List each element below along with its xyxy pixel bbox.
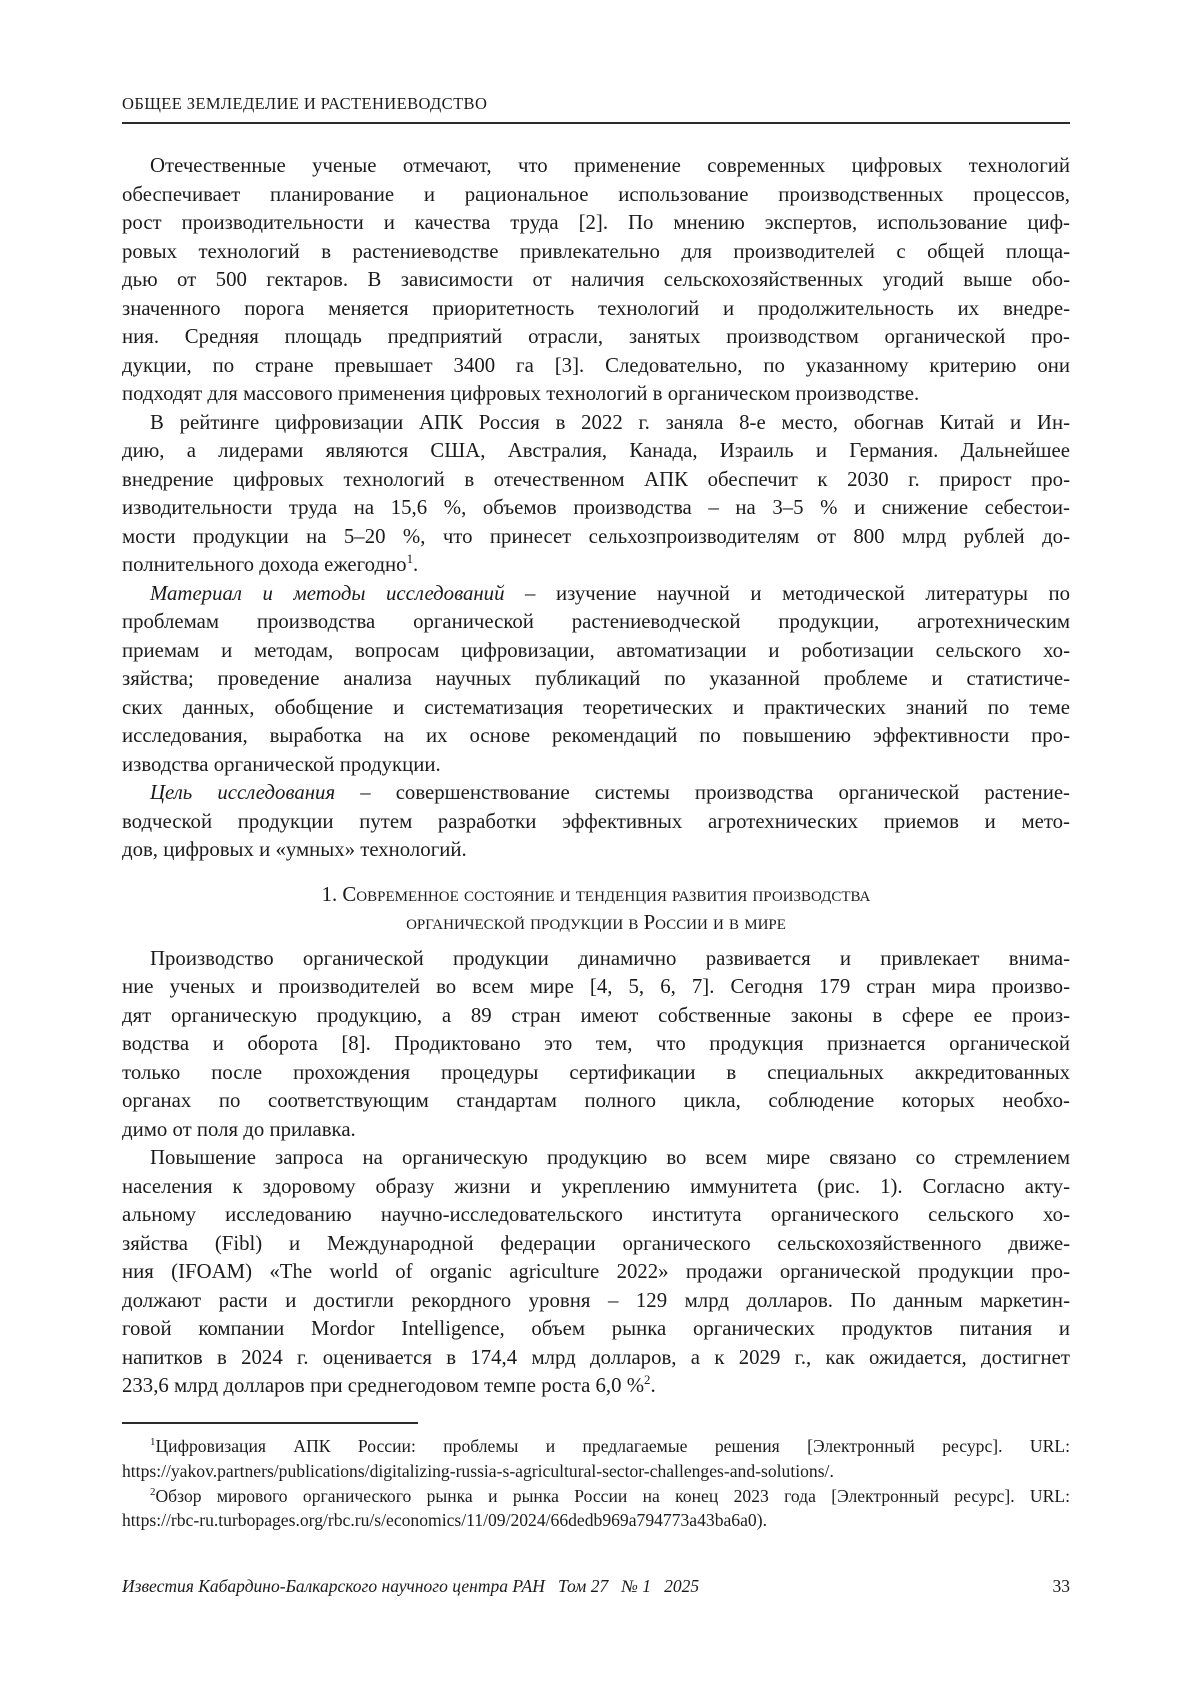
text-run: https://yakov.partners/publications/digitalizing-russia-s-agricultural-sector-challenges-and-solutions/.: [122, 1460, 834, 1481]
italic-run: Материал и методы исследований: [150, 581, 505, 605]
text-line: [122, 694, 1070, 723]
text-run: подходят для массового применения цифровых технологий в органическом производстве.: [122, 382, 920, 405]
text-line: [122, 722, 1070, 751]
text-run: альному исследованию научно-исследовательского института органического сельского хо-: [122, 1203, 1070, 1226]
text-line: [122, 945, 1070, 974]
text-line: [122, 808, 1070, 837]
paragraph: [122, 152, 1070, 409]
text-line: [122, 466, 1070, 495]
text-run: – совершенствование системы производства органической растение-: [335, 781, 1070, 804]
header-rule: [122, 122, 1070, 124]
text-line: [122, 1002, 1070, 1031]
text-line: [122, 494, 1070, 523]
text-run: https://rbc-ru.turbopages.org/rbc.ru/s/economics/11/09/2024/66dedb969a794773a43ba6a0).: [122, 1510, 767, 1531]
text-run: дию, а лидерами являются США, Австралия, Канада, Израиль и Германия. Дальнейшее: [122, 439, 1070, 462]
superscript-run: 2: [644, 1373, 651, 1388]
text-run: ние ученых и производителей во всем мире [4, 5, 6, 7]. Сегодня 179 стран мира произво-: [122, 975, 1070, 998]
text-line: [122, 266, 1070, 295]
text-line: [122, 1144, 1070, 1173]
text-line: [122, 909, 1070, 938]
text-line: [122, 751, 1070, 780]
text-run: Обзор мирового органического рынка и рынка России на конец 2023 года [Электронный ресурс]. URL:: [155, 1485, 1070, 1506]
text-run: значенного порога меняется приоритетность технологий и продолжительность их внедре-: [122, 296, 1070, 320]
text-line: [122, 1059, 1070, 1088]
text-run: полнительного дохода ежегодно: [122, 553, 407, 576]
superscript-run: 1: [406, 552, 414, 567]
text-run: зяйства (Fibl) и Международной федерации органического сельскохозяйственного движе-: [122, 1231, 1070, 1255]
text-run: говой компании Mordor Intelligence, объем рынка органических продуктов питания и: [122, 1317, 1070, 1340]
journal-info: Известия Кабардино-Балкарского научного центра РАН Том 27 № 1 2025: [122, 1576, 700, 1596]
text-line: [122, 1201, 1070, 1230]
text-line: [122, 409, 1070, 438]
footnote: [122, 1484, 1070, 1534]
text-run: органах по соответствующим стандартам полного цикла, соблюдение которых необхо-: [122, 1089, 1070, 1112]
paragraph: [122, 409, 1070, 580]
section-heading: [122, 881, 1070, 938]
text-run: Цифровизация АПК России: проблемы и предлагаемые решения [Электронный ресурс]. URL:: [155, 1436, 1070, 1456]
text-run: ния. Средняя площадь предприятий отрасли, занятых производством органической про-: [122, 325, 1070, 348]
text-run: рост производительности и качества труда [2]. По мнению экспертов, использование циф-: [122, 211, 1070, 234]
text-run: проблемам производства органической растениеводческой продукции, агротехническим: [122, 610, 1070, 633]
text-run: .: [650, 1374, 656, 1397]
text-run: только после прохождения процедуры сертификации в специальных аккредитованных: [122, 1060, 1070, 1084]
text-line: [122, 1258, 1070, 1287]
text-run: В рейтинге цифровизации АПК Россия в 2022 г. заняла 8-е место, обогнав Китай и Ин-: [150, 410, 1070, 434]
text-run: димо от поля до прилавка.: [122, 1117, 356, 1141]
text-line: [122, 295, 1070, 324]
text-line: [122, 779, 1070, 808]
running-head: ОБЩЕЕ ЗЕМЛЕДЕЛИЕ И РАСТЕНИЕВОДСТВО: [122, 94, 488, 113]
body-text: [122, 152, 1070, 1401]
text-run: дят органическую продукцию, а 89 стран имеют собственные законы в сфере ее произ-: [122, 1003, 1070, 1027]
text-line: [122, 551, 1070, 580]
text-run: дукции, по стране превышает 3400 га [3]. Следовательно, по указанному критерию они: [122, 353, 1070, 377]
footnotes: [122, 1434, 1070, 1533]
text-line: [122, 352, 1070, 381]
superscript-run: 1: [150, 1436, 156, 1449]
text-run: водческой продукции путем разработки эффективных агротехнических приемов и мето-: [122, 809, 1070, 833]
text-run: Повышение запроса на органическую продукцию во всем мире связано со стремлением: [150, 1146, 1070, 1169]
text-line: [122, 836, 1070, 865]
text-run: населения к здоровому образу жизни и укреплению иммунитета (рис. 1). Согласно акту-: [122, 1174, 1070, 1198]
text-run: ских данных, обобщение и систематизация теоретических и практических знаний по теме: [122, 695, 1070, 719]
text-line: [122, 323, 1070, 352]
text-run: приемам и методам, вопросам цифровизации, автоматизации и роботизации сельского хо-: [122, 638, 1070, 662]
text-line: [122, 437, 1070, 466]
text-run: мости продукции на 5–20 %, что принесет сельхозпроизводителям от 800 млрд рублей до-: [122, 524, 1070, 548]
paragraph: [122, 779, 1070, 865]
text-line: [122, 1484, 1070, 1509]
text-line: [122, 209, 1070, 238]
text-run: внедрение цифровых технологий в отечественном АПК обеспечит к 2030 г. прирост про-: [122, 467, 1070, 491]
text-run: Отечественные ученые отмечают, что применение современных цифровых технологий: [150, 154, 1070, 177]
text-line: [122, 1087, 1070, 1116]
text-run: исследования, выработка на их основе рекомендаций по повышению эффективности про-: [122, 724, 1070, 747]
text-line: [122, 181, 1070, 210]
text-line: [122, 608, 1070, 637]
text-line: [122, 1230, 1070, 1259]
text-line: [122, 1459, 1070, 1484]
text-run: напитков в 2024 г. оценивается в 174,4 млрд долларов, а к 2029 г., как ожидается, достигнет: [122, 1345, 1070, 1369]
text-run: изводства органической продукции.: [122, 752, 441, 776]
text-run: зяйства; проведение анализа научных публикаций по указанной проблеме и статистиче-: [122, 667, 1070, 690]
footnote-separator: [122, 1422, 418, 1424]
text-line: [122, 637, 1070, 666]
text-run: дов, цифровых и «умных» технологий.: [122, 838, 467, 861]
text-run: – изучение научной и методической литературы по: [504, 581, 1070, 605]
text-line: [122, 152, 1070, 181]
text-line: [122, 1173, 1070, 1202]
text-run: обеспечивает планирование и рациональное использование производственных процессов,: [122, 182, 1070, 206]
text-line: [122, 1508, 1070, 1533]
footnote: [122, 1434, 1070, 1484]
text-run: Производство органической продукции динамично развивается и привлекает внима-: [150, 946, 1070, 970]
text-line: [122, 1116, 1070, 1145]
text-line: [122, 238, 1070, 267]
text-line: [122, 1434, 1070, 1459]
text-line: [122, 1287, 1070, 1316]
text-run: должают расти и достигли рекордного уровня – 129 млрд долларов. По данным маркетин-: [122, 1288, 1070, 1312]
paragraph: [122, 1144, 1070, 1401]
text-line: [122, 523, 1070, 552]
paragraph: [122, 580, 1070, 780]
page-number: 33: [1052, 1576, 1070, 1596]
text-run: 1. Современное состояние и тенденция развития производства: [321, 882, 871, 906]
text-run: ния (IFOAM) «The world of organic agriculture 2022» продажи органической продукции про-: [122, 1260, 1070, 1283]
text-run: водства и оборота [8]. Продиктовано это тем, что продукция признается органической: [122, 1032, 1070, 1055]
italic-run: Цель исследования: [150, 781, 336, 804]
text-run: изводительности труда на 15,6 %, объемов производства – на 3–5 % и снижение себестои-: [122, 496, 1070, 519]
text-run: .: [413, 553, 419, 576]
text-run: органической продукции в России и в мире: [406, 911, 786, 934]
text-line: [122, 580, 1070, 609]
text-line: [122, 1030, 1070, 1059]
paragraph: [122, 945, 1070, 1145]
text-line: [122, 380, 1070, 409]
text-line: [122, 1315, 1070, 1344]
text-run: ровых технологий в растениеводстве привлекательно для производителей с общей площа-: [122, 239, 1070, 263]
text-line: [122, 1344, 1070, 1373]
text-line: [122, 973, 1070, 1002]
text-line: [122, 881, 1070, 910]
text-line: [122, 665, 1070, 694]
superscript-run: 2: [150, 1485, 156, 1498]
text-run: дью от 500 гектаров. В зависимости от наличия сельскохозяйственных угодий выше обо-: [122, 268, 1070, 291]
text-run: 233,6 млрд долларов при среднегодовом темпе роста 6,0 %: [122, 1374, 645, 1397]
text-line: [122, 1372, 1070, 1401]
page-footer: [122, 1576, 1070, 1597]
